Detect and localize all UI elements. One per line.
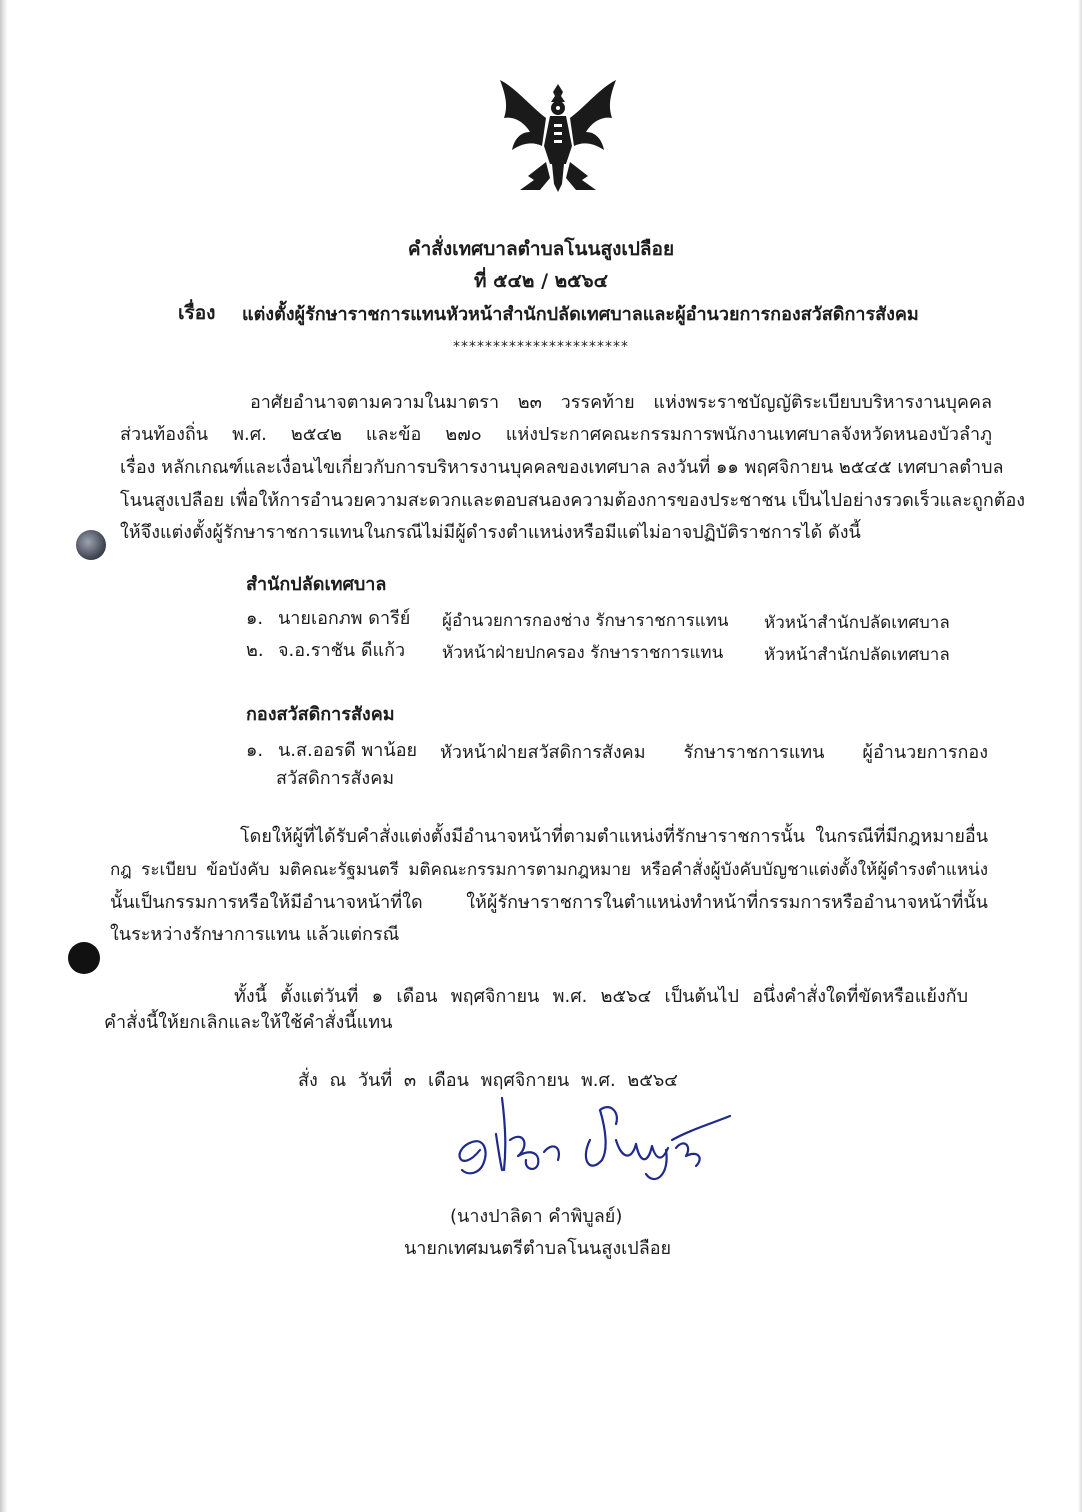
punch-hole-mark [68,942,100,974]
appointee-position: หัวหน้าฝ่ายสวัสดิการสังคม รักษาราชการแทน ผู้อำนวยการกอง [440,742,988,763]
separator-line: ********************** [453,339,629,355]
row-number: ๑. [246,608,264,629]
handwritten-signature [440,1090,740,1190]
duties-line-2: กฎ ระเบียบ ข้อบังคับ มติคณะรัฐมนตรี มติคณะกรรมการตามกฎหมาย หรือคำสั่งผู้บังคับบัญชาแต่งตั้งให้ผู้ดำรงตำแหน่ง [110,860,988,880]
duties-line-1: โดยให้ผู้ที่ได้รับคำสั่งแต่งตั้งมีอำนาจหน้าที่ตามตำแหน่งที่รักษาราชการนั้น ในกรณีที่มีกฎหมายอื่น [240,826,988,847]
section-heading-office: สำนักปลัดเทศบาล [246,574,387,595]
appointee-position: ผู้อำนวยการกองช่าง รักษาราชการแทน [442,611,729,631]
appointee-position: หัวหน้าฝ่ายปกครอง รักษาราชการแทน [442,643,724,663]
scan-edge-shadow-right [1078,0,1082,1512]
subject-text: แต่งตั้งผู้รักษาราชการแทนหัวหน้าสำนักปลัดเทศบาลและผู้อำนวยการกองสวัสดิการสังคม [242,304,919,325]
order-title: คำสั่งเทศบาลตำบลโนนสูงเปลือย [407,238,675,260]
intro-line-5: ให้จึงแต่งตั้งผู้รักษาราชการแทนในกรณีไม่มีผู้ดำรงตำแหน่งหรือมีแต่ไม่อาจปฏิบัติราชการได้ ดังนี้ [120,522,861,543]
punch-hole-mark [76,530,106,560]
signatory-title: นายกเทศมนตรีตำบลโนนสูงเปลือย [404,1238,672,1259]
effective-line-2: คำสั่งนี้ให้ยกเลิกและให้ใช้คำสั่งนี้แทน [104,1012,393,1033]
duties-line-4: ในระหว่างรักษาการแทน แล้วแต่กรณี [110,924,400,945]
intro-line-4: โนนสูงเปลือย เพื่อให้การอำนวยความสะดวกและตอบสนองความต้องการของประชาชน เป็นไปอย่างรวดเร็วและถูกต้อง [120,490,1026,511]
intro-line-1: อาศัยอำนาจตามความในมาตรา ๒๓ วรรคท้าย แห่งพระราชบัญญัติระเบียบบริหารงานบุคคล [250,392,992,413]
row-number: ๑. [246,740,264,761]
section-heading-welfare: กองสวัสดิการสังคม [246,704,395,725]
appointee-name: นายเอกภพ ดารีย์ [278,608,411,629]
garuda-emblem-icon [490,66,626,202]
signatory-name: (นางปาลิดา คำพิบูลย์) [450,1206,623,1227]
order-dateline: สั่ง ณ วันที่ ๓ เดือน พฤศจิกายน พ.ศ. ๒๕๖๔ [298,1070,678,1091]
acting-for-position: หัวหน้าสำนักปลัดเทศบาล [764,613,950,633]
appointee-name: น.ส.ออรดี พาน้อย [278,740,418,761]
row-number: ๒. [246,640,264,661]
order-number: ที่ ๕๔๒ / ๒๕๖๔ [474,270,608,292]
intro-line-2: ส่วนท้องถิ่น พ.ศ. ๒๕๔๒ และข้อ ๒๗๐ แห่งประกาศคณะกรรมการพนักงานเทศบาลจังหวัดหนองบัวลำภู [120,424,992,445]
appointee-name: จ.อ.ราชัน ดีแก้ว [278,640,406,661]
duties-line-3: นั้นเป็นกรรมการหรือให้มีอำนาจหน้าที่ใด ให้ผู้รักษาราชการในตำแหน่งทำหน้าที่กรรมการหรืออำนาจหน้าที่นั้น [110,892,988,913]
scan-edge-shadow [0,0,8,1512]
effective-line-1: ทั้งนี้ ตั้งแต่วันที่ ๑ เดือน พฤศจิกายน พ.ศ. ๒๕๖๔ เป็นต้นไป อนึ่งคำสั่งใดที่ขัดหรือแย้งกับ [234,986,968,1007]
subject-label: เรื่อง [178,302,216,324]
acting-for-position: หัวหน้าสำนักปลัดเทศบาล [764,645,950,665]
position-continuation: สวัสดิการสังคม [276,768,395,789]
intro-line-3: เรื่อง หลักเกณฑ์และเงื่อนไขเกี่ยวกับการบริหารงานบุคคลของเทศบาล ลงวันที่ ๑๑ พฤศจิกายน ๒๕๔๕ เทศบาลตำบล [120,457,1004,478]
